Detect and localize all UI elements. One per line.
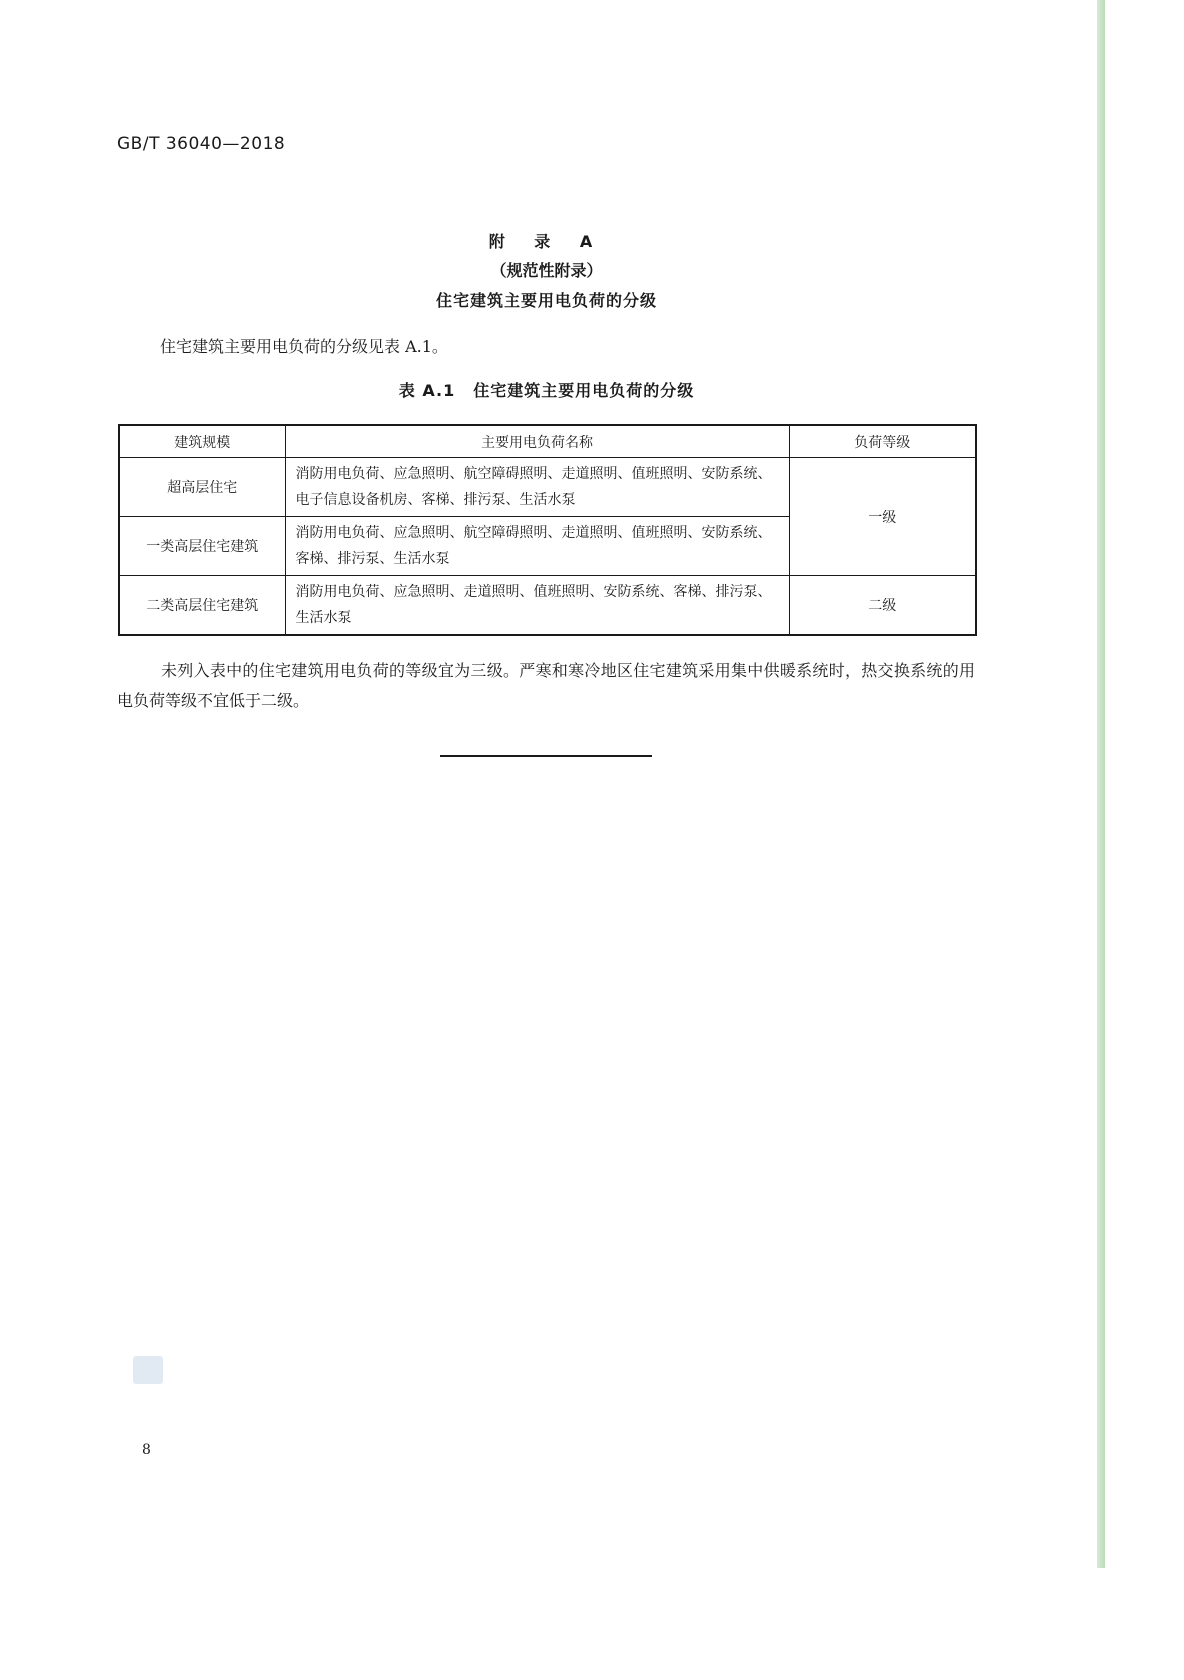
table-header-row: [119, 425, 976, 458]
standard-number: GB/T 36040—2018: [117, 134, 286, 154]
building-scale-cell: 二类高层住宅建筑: [119, 576, 285, 636]
page-edge-shade: [1097, 0, 1105, 1568]
load-names-cell: 消防用电负荷、应急照明、航空障碍照明、走道照明、值班照明、安防系统、客梯、排污泵、生活水泵: [285, 517, 789, 576]
load-names-cell: 消防用电负荷、应急照明、航空障碍照明、走道照明、值班照明、安防系统、电子信息设备机房、客梯、排污泵、生活水泵: [285, 458, 789, 517]
table-row: [119, 576, 976, 636]
header-load-level: 负荷等级: [789, 425, 976, 458]
table-caption-title: 住宅建筑主要用电负荷的分级: [473, 381, 695, 400]
header-load-names: 主要用电负荷名称: [285, 425, 789, 458]
load-names-cell: 消防用电负荷、应急照明、走道照明、值班照明、安防系统、客梯、排污泵、生活水泵: [285, 576, 789, 636]
end-rule: [440, 755, 652, 757]
annex-label: 附 录 A: [488, 232, 605, 251]
intro-paragraph: 住宅建筑主要用电负荷的分级见表 A.1。: [160, 337, 448, 356]
load-level-cell: 二级: [789, 576, 976, 636]
table-caption-number: 表 A.1: [398, 381, 456, 400]
note-paragraph: 未列入表中的住宅建筑用电负荷的等级宜为三级。严寒和寒冷地区住宅建筑采用集中供暖系统时，热交换系统的用电负荷等级不宜低于二级。: [117, 661, 975, 710]
annex-heading: [0, 228, 1093, 316]
annex-title: 住宅建筑主要用电负荷的分级: [435, 291, 657, 310]
header-building-scale: 建筑规模: [119, 425, 285, 458]
building-scale-cell: 超高层住宅: [119, 458, 285, 517]
building-scale-cell: 一类高层住宅建筑: [119, 517, 285, 576]
load-grade-table: [118, 424, 977, 636]
table-row: [119, 458, 976, 517]
load-level-cell: 一级: [789, 458, 976, 576]
table-caption: [0, 378, 1093, 401]
annex-type: （规范性附录）: [490, 261, 603, 280]
page-number: 8: [142, 1442, 151, 1458]
watermark-stamp: [133, 1356, 163, 1384]
